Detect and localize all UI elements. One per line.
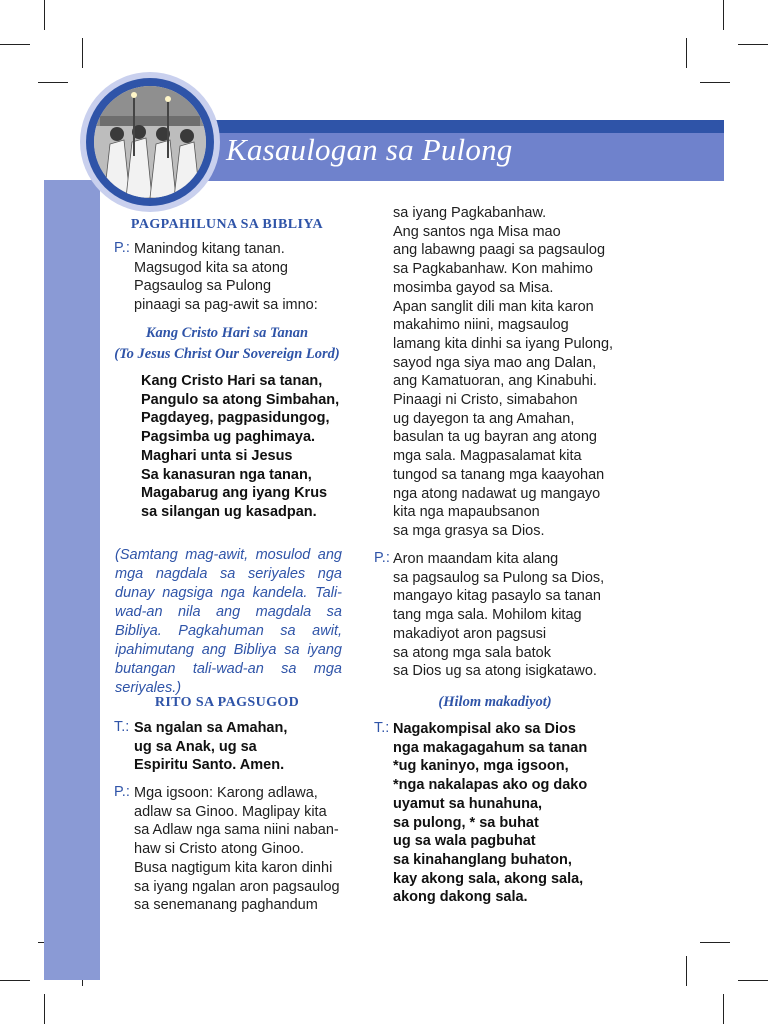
presider-label: P.: bbox=[374, 550, 390, 566]
crop-mark bbox=[686, 38, 687, 68]
crop-mark bbox=[700, 82, 730, 83]
crop-mark bbox=[723, 994, 724, 1024]
crop-mark bbox=[686, 956, 687, 986]
greeting-text: Mga igsoon: Karong adlawa, adlaw sa Ginoo. Maglipay kita sa Adlaw nga sama niini naban- haw si Cristo atong Ginoo. Busa nagtigum kita karon dinhi sa iyang ngalan aron pagsaulog sa senemanang paghandum bbox=[134, 785, 340, 914]
penitential-invitation-text: Aron maandam kita alang sa pagsaulog sa Pulong sa Dios, mangayo kitag pasaylo sa tanan tang mga sala. Mohilom kitag makadiyot aron pagsusi sa atong mga sala batok sa Dios ug sa atong isigkatawo. bbox=[393, 551, 605, 680]
section-heading-bible-enthronement: PAGPAHILUNA SA BIBLIYA bbox=[130, 217, 324, 232]
hymn-lyrics: Kang Cristo Hari sa tanan, Pangulo sa atong Simbahan, Pagdayeg, pagpasidungog, Pagsimba ug paghimaya. Maghari unta si Jesus Sa kanasuran nga tanan, Magabarug ang iyang Krus sa silangan ug kasadpan. bbox=[141, 373, 340, 520]
all-label: T.: bbox=[374, 720, 390, 736]
side-color-band bbox=[44, 180, 100, 980]
altar-servers-photo bbox=[94, 86, 206, 198]
crop-mark bbox=[82, 38, 83, 68]
section-heading-introductory-rite: RITO SA PAGSUGOD bbox=[154, 695, 300, 710]
presider-label: P.: bbox=[114, 240, 130, 256]
crop-mark bbox=[723, 0, 724, 30]
crop-mark bbox=[0, 44, 30, 45]
hymn-subtitle: (To Jesus Christ Our Sovereign Lord) bbox=[114, 346, 340, 362]
crop-mark bbox=[44, 994, 45, 1024]
sign-of-cross-text: Sa ngalan sa Amahan, ug sa Anak, ug sa Espiritu Santo. Amen. bbox=[134, 720, 288, 774]
crop-mark bbox=[738, 980, 768, 981]
procession-rubric: (Samtang mag-awit, mosulod ang mga nagdala sa seriyales nga dunay nagsiga nga kandela. Tali-wad-an nila ang magdala sa Bibliya. Pagkahuman sa awit, ipahimutang ang Bibliya sa iyang butangan tali-wad-an sa mga seriyales.) bbox=[115, 547, 342, 696]
presider-label: P.: bbox=[114, 784, 130, 800]
confiteor-text: Nagakompisal ako sa Dios nga makagagahum sa tanan *ug kaninyo, mga igsoon, *nga nakalapas ako og dako uyamut sa hunahuna, sa pulong, * sa buhat ug sa wala pagbuhat sa kinahanglang buhaton, kay akong sala, akong sala, akong dakong sala. bbox=[393, 721, 588, 906]
silence-rubric: (Hilom makadiyot) bbox=[438, 694, 552, 710]
crop-mark bbox=[38, 82, 68, 83]
presider-invitation-text: Manindog kitang tanan. Magsugod kita sa atong Pagsaulog sa Pulong pinaagi sa pag-awit sa imno: bbox=[134, 241, 318, 314]
all-label: T.: bbox=[114, 719, 130, 735]
crop-mark bbox=[738, 44, 768, 45]
page-title: Kasaulogan sa Pulong bbox=[226, 132, 513, 167]
crop-mark bbox=[0, 980, 30, 981]
crop-mark bbox=[44, 0, 45, 30]
greeting-continuation-text: sa iyang Pagkabanhaw. Ang santos nga Misa mao ang labawng paagi sa pagsaulog sa Pagkabanhaw. Kon mahimo mosimba gayod sa Misa. Apan sanglit dili man kita karon makahimo niini, magsaulog lamang kita dinhi sa iyang Pulong, sayod nga siya mao ang Dalan, ang Kamatuoran, ang Kinabuhi. Pinaagi ni Cristo, simabahon ug dayegon ta ang Amahan, basulan ta ug bayran ang atong mga sala. Magpasalamat kita tungod sa tanang mga kaayohan nga atong nadawat ug mangayo kita nga mapaubsanon sa mga grasya sa Dios. bbox=[393, 205, 614, 539]
crop-mark bbox=[700, 942, 730, 943]
hymn-title: Kang Cristo Hari sa Tanan bbox=[145, 325, 309, 341]
